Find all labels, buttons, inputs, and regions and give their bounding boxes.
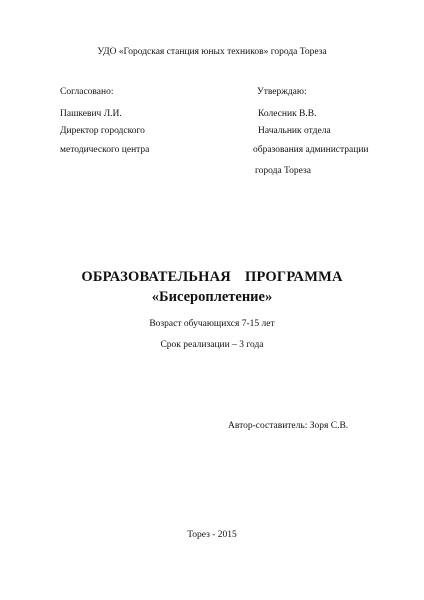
approval-left-label: Согласовано: xyxy=(60,87,114,97)
approval-right-position-line3: города Тореза xyxy=(255,166,311,176)
approval-right-label: Утверждаю: xyxy=(257,87,307,97)
approval-left-position-line2: методического центра xyxy=(60,145,150,155)
approval-right-position-line2: образования администрации xyxy=(253,145,369,155)
approval-right-position-line1: Начальник отдела xyxy=(258,126,331,136)
approval-left-position-line1: Директор городского xyxy=(60,126,145,136)
organization-header: УДО «Городская станция юных техников» города Тореза xyxy=(97,47,327,57)
student-age: Возраст обучающихся 7-15 лет xyxy=(149,319,275,329)
author: Автор-составитель: Зоря С.В. xyxy=(228,421,349,431)
program-duration: Срок реализации – 3 года xyxy=(160,340,264,350)
program-subtitle: «Бисероплетение» xyxy=(151,289,273,305)
program-title-word1: ОБРАЗОВАТЕЛЬНАЯ xyxy=(81,269,231,285)
footer-place-year: Торез - 2015 xyxy=(187,530,237,540)
program-title xyxy=(0,269,424,286)
program-title-word2: ПРОГРАММА xyxy=(244,269,343,285)
approval-left-name: Пашкевич Л.И. xyxy=(60,109,122,119)
approval-right-name: Колесник В.В. xyxy=(258,109,317,119)
